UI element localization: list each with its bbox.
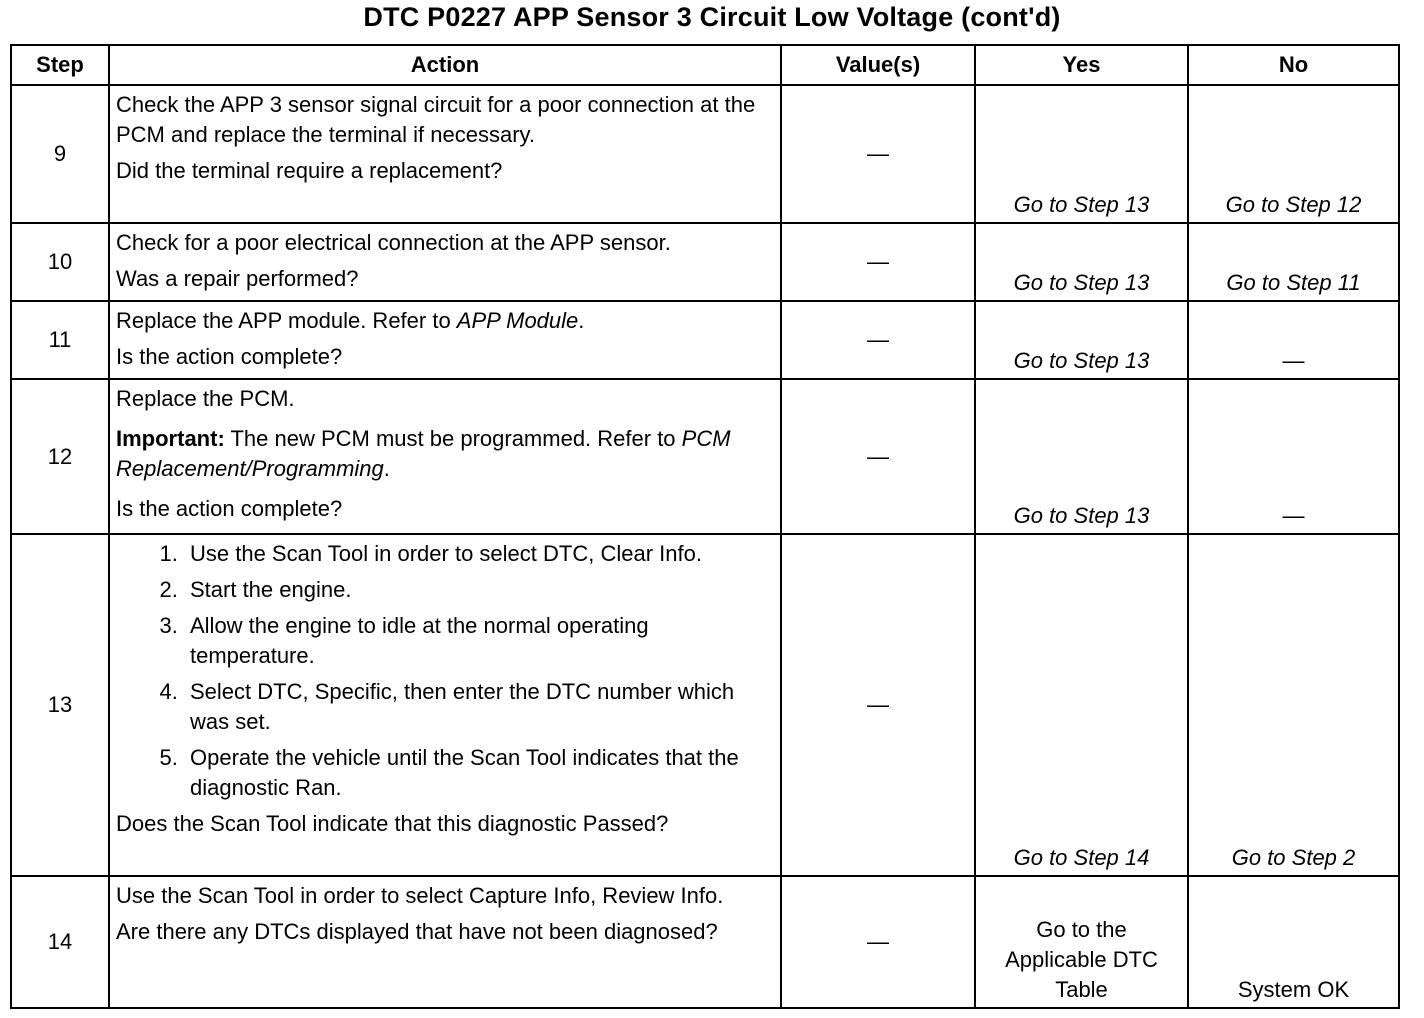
step-number: 11 xyxy=(11,301,109,379)
value-cell: — xyxy=(781,301,975,379)
action-question: Was a repair performed? xyxy=(116,266,359,291)
value-cell: — xyxy=(781,85,975,223)
list-item: 3. Allow the engine to idle at the normal operating temperature. xyxy=(184,611,774,671)
yes-result: Go to the Applicable DTC Table xyxy=(975,876,1188,1008)
action-cell xyxy=(109,876,781,1008)
header-action: Action xyxy=(109,45,781,85)
action-question: Did the terminal require a replacement? xyxy=(116,158,503,183)
table-row xyxy=(11,379,1399,534)
action-cell xyxy=(109,534,781,876)
important-note: Important: The new PCM must be programmed. Refer to PCM Replacement/Programming. xyxy=(116,426,731,481)
action-cell xyxy=(109,379,781,534)
header-no: No xyxy=(1188,45,1399,85)
list-item: 4. Select DTC, Specific, then enter the DTC number which was set. xyxy=(184,677,774,737)
no-result: System OK xyxy=(1188,876,1399,1008)
yes-result: Go to Step 13 xyxy=(975,379,1188,534)
table-row xyxy=(11,534,1399,876)
action-cell xyxy=(109,223,781,301)
yes-result: Go to Step 13 xyxy=(975,85,1188,223)
step-number: 12 xyxy=(11,379,109,534)
action-text: Check the APP 3 sensor signal circuit for a poor connection at the PCM and replace the terminal if necessary. xyxy=(116,92,756,147)
header-row xyxy=(11,45,1399,85)
action-text: Use the Scan Tool in order to select Capture Info, Review Info. xyxy=(116,883,724,908)
table-row xyxy=(11,85,1399,223)
list-item: 2. Start the engine. xyxy=(184,575,774,605)
value-cell: — xyxy=(781,876,975,1008)
yes-result: Go to Step 14 xyxy=(975,534,1188,876)
action-text: Replace the PCM. xyxy=(116,386,295,411)
reference-link: PCM Replacement/Programming xyxy=(116,426,731,481)
no-result: — xyxy=(1188,301,1399,379)
action-cell xyxy=(109,85,781,223)
no-result: Go to Step 2 xyxy=(1188,534,1399,876)
yes-result: Go to Step 13 xyxy=(975,301,1188,379)
action-question: Is the action complete? xyxy=(116,344,343,369)
no-result: Go to Step 12 xyxy=(1188,85,1399,223)
table-row xyxy=(11,223,1399,301)
header-yes: Yes xyxy=(975,45,1188,85)
action-question: Does the Scan Tool indicate that this diagnostic Passed? xyxy=(116,811,669,836)
list-item: 5. Operate the vehicle until the Scan Tool indicates that the diagnostic Ran. xyxy=(184,743,774,803)
value-cell: — xyxy=(781,534,975,876)
important-label: Important: xyxy=(116,426,225,451)
diagnostic-table xyxy=(10,44,1400,1009)
action-question: Is the action complete? xyxy=(116,496,343,521)
value-cell: — xyxy=(781,223,975,301)
no-result: Go to Step 11 xyxy=(1188,223,1399,301)
action-question: Are there any DTCs displayed that have not been diagnosed? xyxy=(116,919,718,944)
value-cell: — xyxy=(781,379,975,534)
action-text: Replace the APP module. Refer to APP Module. xyxy=(116,308,585,333)
table-row xyxy=(11,301,1399,379)
step-number: 10 xyxy=(11,223,109,301)
action-cell xyxy=(109,301,781,379)
action-text: Check for a poor electrical connection at the APP sensor. xyxy=(116,230,671,255)
step-number: 9 xyxy=(11,85,109,223)
page-title: DTC P0227 APP Sensor 3 Circuit Low Voltage (cont'd) xyxy=(363,2,1061,32)
step-number: 14 xyxy=(11,876,109,1008)
no-result: — xyxy=(1188,379,1399,534)
header-values: Value(s) xyxy=(781,45,975,85)
yes-result: Go to Step 13 xyxy=(975,223,1188,301)
procedure-list xyxy=(116,539,774,803)
list-item: 1. Use the Scan Tool in order to select DTC, Clear Info. xyxy=(184,539,774,569)
table-row xyxy=(11,876,1399,1008)
step-number: 13 xyxy=(11,534,109,876)
header-step: Step xyxy=(11,45,109,85)
reference-link: APP Module xyxy=(456,308,579,333)
